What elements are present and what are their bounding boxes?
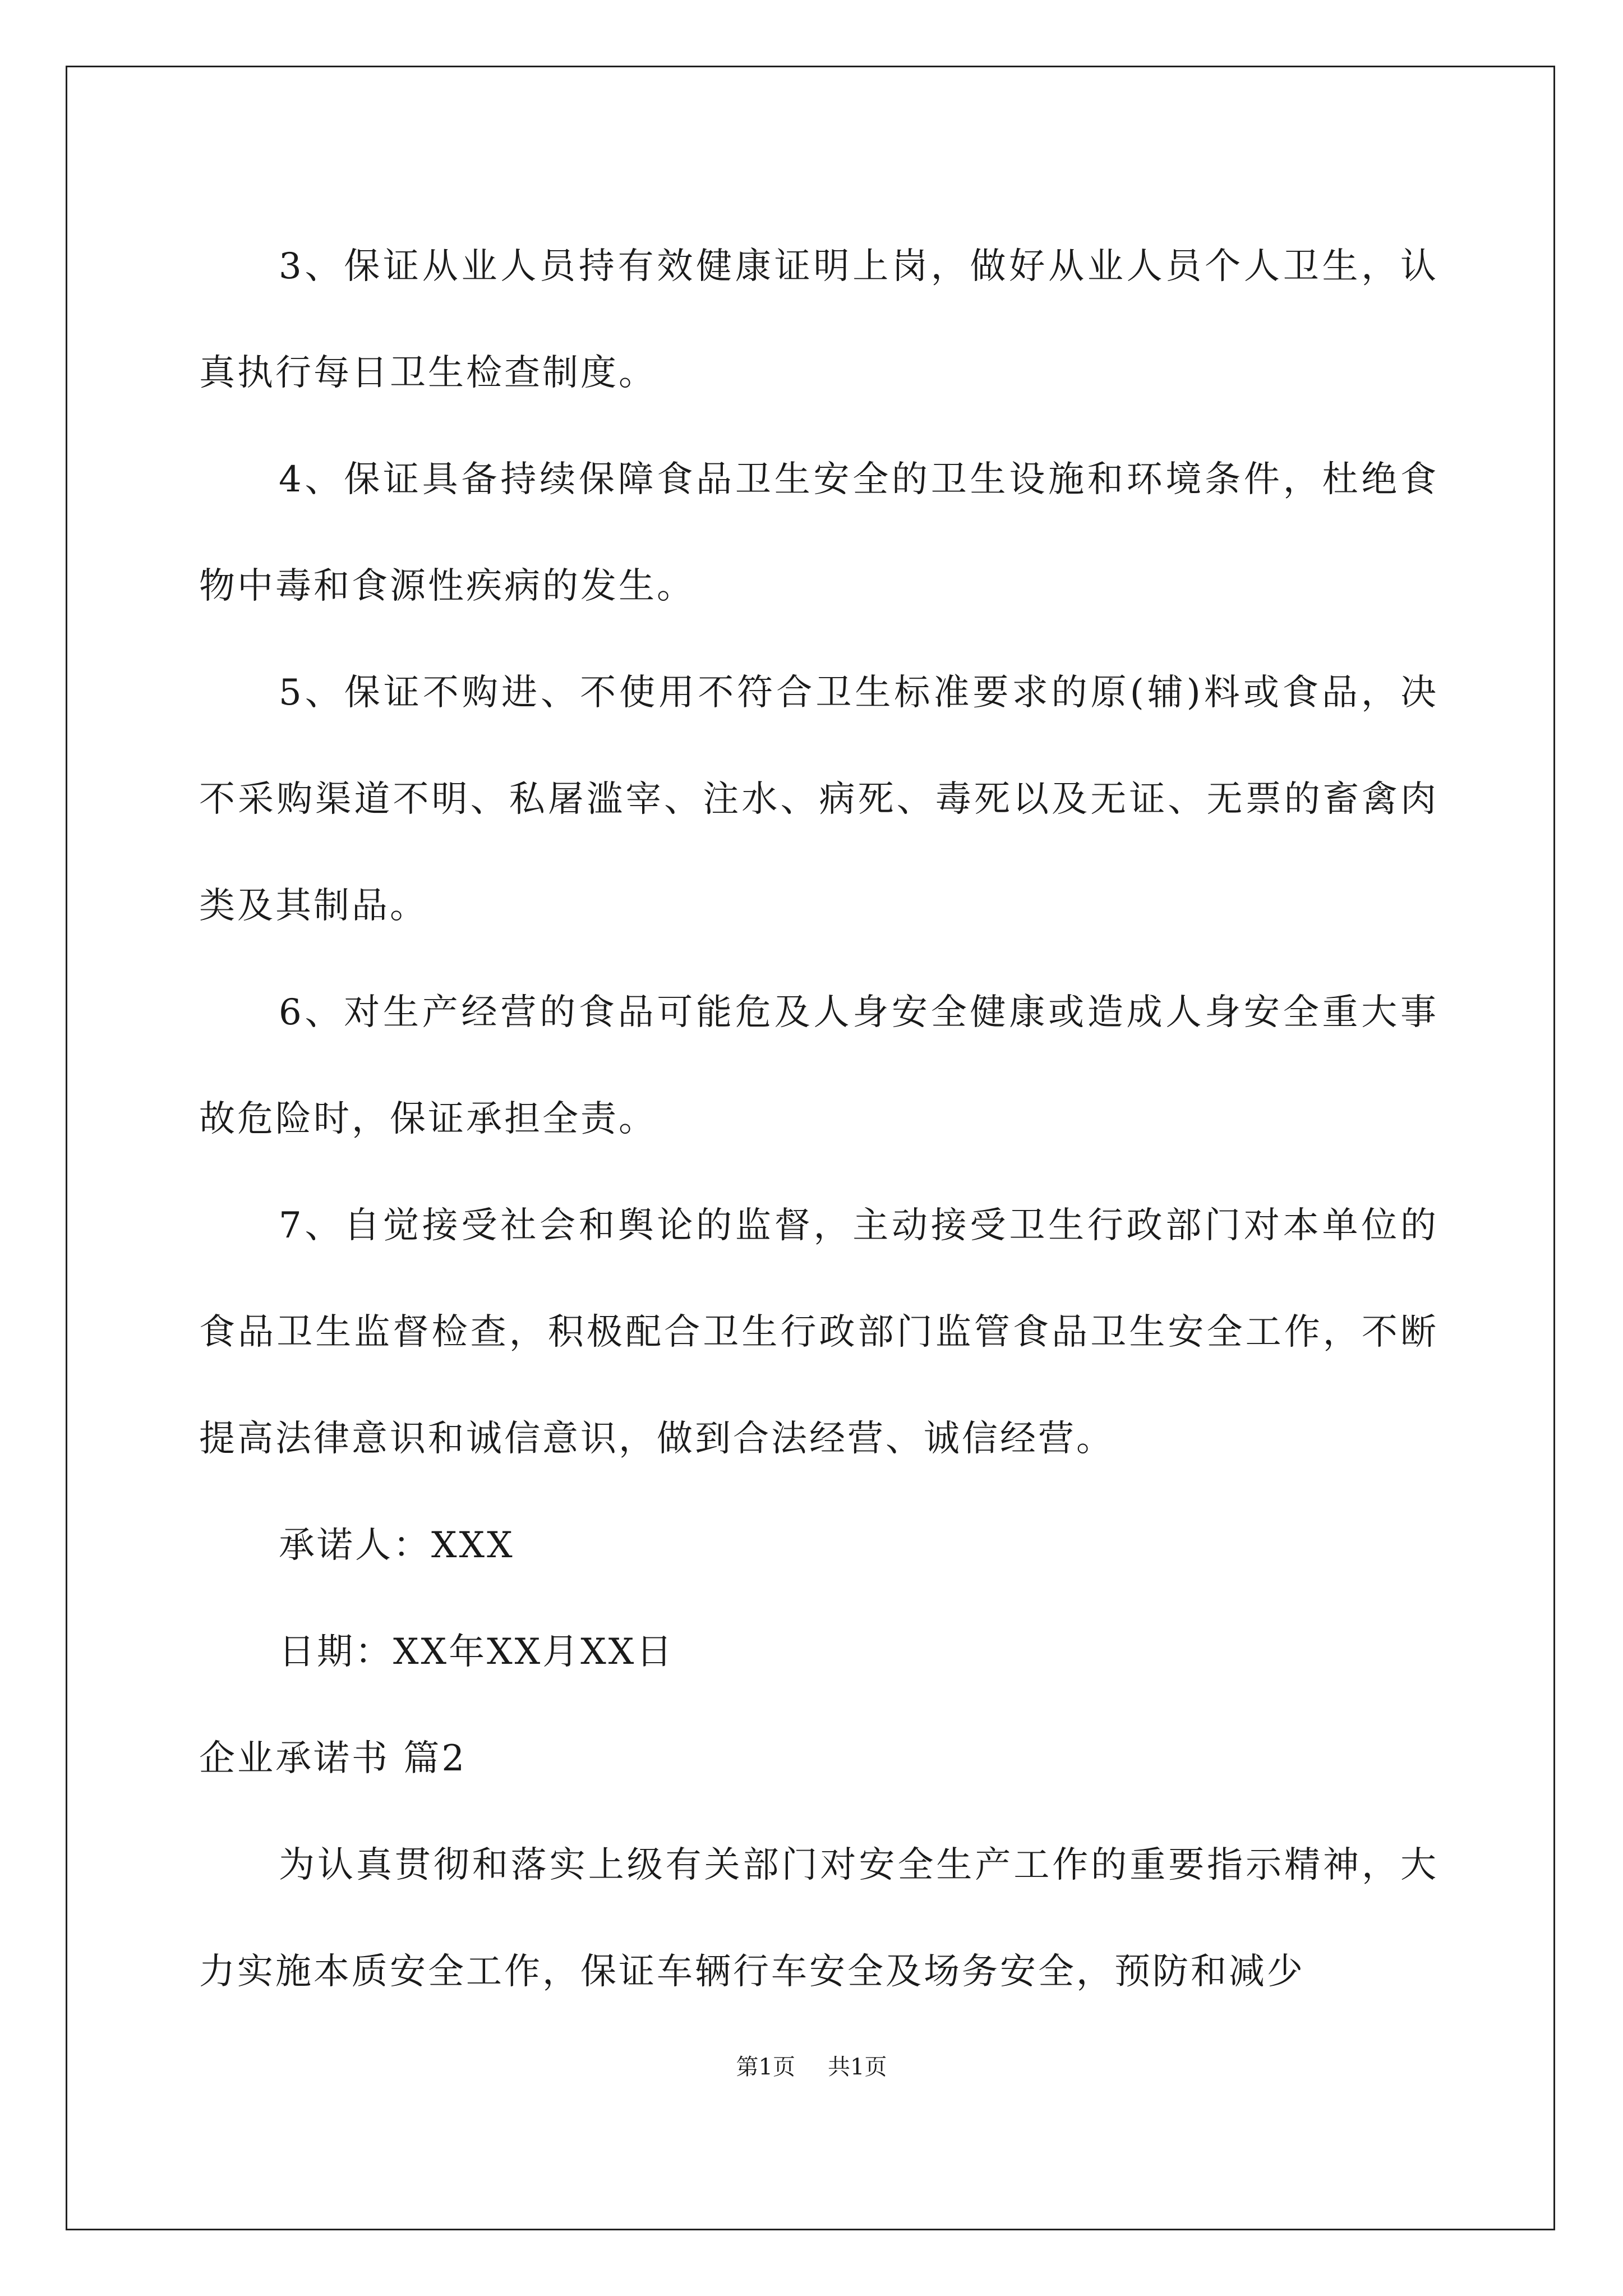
signer-line: 承诺人：XXX (279, 1525, 515, 1566)
paragraph-item-4: 4、保证具备持续保障食品卫生安全的卫生设施和环境条件，杜绝食物中毒和食源性疾病的发生。 (199, 459, 1438, 607)
closing-paragraph: 为认真贯彻和落实上级有关部门对安全生产工作的重要指示精神，大力实施本质安全工作，保证车辆行车安全及场务安全，预防和减少 (199, 1844, 1438, 1993)
paragraph-item-7: 7、自觉接受社会和舆论的监督，主动接受卫生行政部门对本单位的食品卫生监督检查，积极配合卫生行政部门监管食品卫生安全工作，不断提高法律意识和诚信意识，做到合法经营、诚信经营。 (199, 1205, 1438, 1460)
page-footer (0, 2050, 1623, 2084)
date-line: 日期：XX年XX月XX日 (279, 1631, 675, 1673)
paragraph-item-5: 5、保证不购进、不使用不符合卫生标准要求的原(辅)料或食品，决不采购渠道不明、私屠滥宰、注水、病死、毒死以及无证、无票的畜禽肉类及其制品。 (199, 672, 1438, 927)
page-number: 第1页 (736, 2054, 795, 2080)
document-body (199, 213, 1438, 2025)
paragraph-item-6: 6、对生产经营的食品可能危及人身安全健康或造成人身安全重大事故危险时，保证承担全责。 (199, 992, 1438, 1140)
total-pages: 共1页 (828, 2054, 887, 2080)
paragraph-item-3: 3、保证从业人员持有效健康证明上岗，做好从业人员个人卫生，认真执行每日卫生检查制度。 (199, 246, 1438, 394)
section-heading: 企业承诺书 篇2 (199, 1738, 467, 1779)
